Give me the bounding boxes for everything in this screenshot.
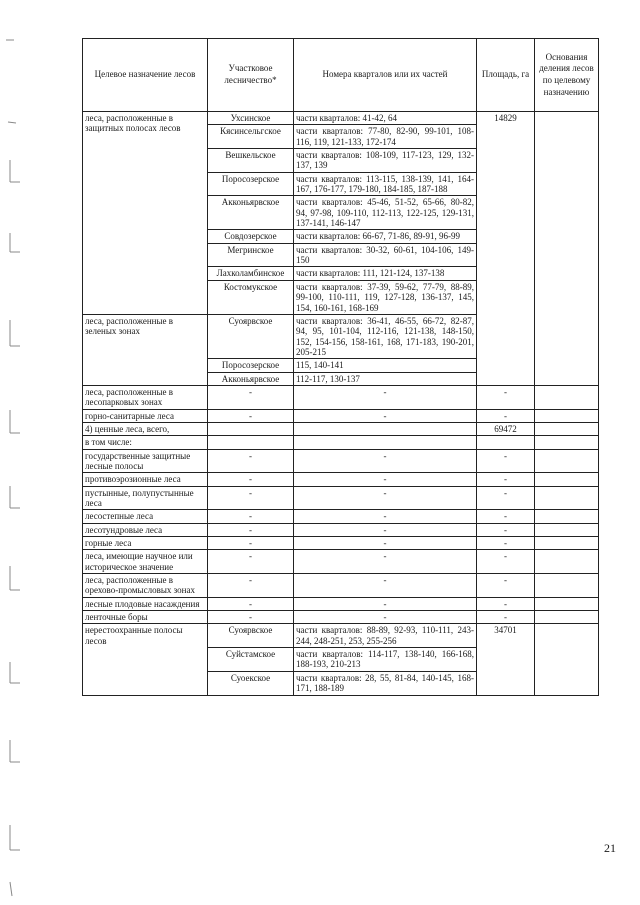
forestry-cell: Акконьярвское: [208, 372, 294, 385]
table-row: [83, 422, 599, 435]
table-row: [83, 112, 599, 125]
purpose-cell: леса, расположенные в зеленых зонах: [83, 314, 208, 385]
dash-cell: -: [477, 550, 535, 574]
quarters-cell: части кварталов: 114-117, 138-140, 166-168, 188-193, 210-213: [294, 648, 477, 672]
basis-cell: [535, 523, 599, 536]
table-row: [83, 574, 599, 598]
forestry-cell: Лахколамбинское: [208, 267, 294, 280]
dash-cell: -: [208, 409, 294, 422]
purpose-cell: 4) ценные леса, всего,: [83, 422, 208, 435]
dash-cell: -: [208, 449, 294, 473]
scan-margin-marks: [0, 0, 30, 905]
forestry-cell: Поросозерское: [208, 172, 294, 196]
table-row: [83, 436, 599, 449]
dash-cell: -: [294, 537, 477, 550]
dash-cell: -: [294, 597, 477, 610]
header-row: [83, 39, 599, 112]
quarters-cell: 112-117, 130-137: [294, 372, 477, 385]
quarters-cell: части кварталов: 37-39, 59-62, 77-79, 88-89, 99-100, 110-111, 119, 127-128, 136-137, 145, 154, 160-161, 168-169: [294, 280, 477, 314]
table-row: [83, 486, 599, 510]
dash-cell: -: [294, 523, 477, 536]
forestry-cell: Суоярвское: [208, 624, 294, 648]
dash-cell: -: [208, 611, 294, 624]
quarters-cell: [294, 422, 477, 435]
basis-cell: [535, 385, 599, 409]
dash-cell: -: [208, 385, 294, 409]
purpose-cell: в том числе:: [83, 436, 208, 449]
basis-cell: [535, 473, 599, 486]
area-cell: 14829: [477, 112, 535, 386]
purpose-cell: государственные защитные лесные полосы: [83, 449, 208, 473]
header-forestry: Участковое лесничество*: [208, 39, 294, 112]
table-row: [83, 537, 599, 550]
dash-cell: -: [477, 597, 535, 610]
basis-cell: [535, 537, 599, 550]
basis-cell: [535, 486, 599, 510]
quarters-cell: части кварталов: 28, 55, 81-84, 140-145, 168-171, 188-189: [294, 671, 477, 695]
dash-cell: -: [477, 523, 535, 536]
table-row: [83, 611, 599, 624]
dash-cell: -: [208, 550, 294, 574]
quarters-cell: части кварталов: 113-115, 138-139, 141, 164-167, 176-177, 179-180, 184-185, 187-188: [294, 172, 477, 196]
dash-cell: -: [477, 486, 535, 510]
quarters-cell: части кварталов: 36-41, 46-55, 66-72, 82-87, 94, 95, 101-104, 112-116, 121-138, 148-150, 152, 154-156, 158-161, 168, 171-183, 190-201, 205-215: [294, 314, 477, 358]
purpose-cell: леса, расположенные в орехово-промысловых зонах: [83, 574, 208, 598]
basis-cell: [535, 510, 599, 523]
basis-cell: [535, 409, 599, 422]
header-basis: Основания деления лесов по целевому назначению: [535, 39, 599, 112]
purpose-cell: нерестоохранные полосы лесов: [83, 624, 208, 695]
basis-cell: [535, 624, 599, 695]
purpose-cell: пустынные, полупустынные леса: [83, 486, 208, 510]
dash-cell: -: [477, 409, 535, 422]
dash-cell: -: [294, 409, 477, 422]
basis-cell: [535, 449, 599, 473]
dash-cell: -: [294, 473, 477, 486]
table-row: [83, 597, 599, 610]
dash-cell: -: [208, 486, 294, 510]
quarters-cell: части кварталов: 88-89, 92-93, 110-111, 243-244, 248-251, 253, 255-256: [294, 624, 477, 648]
table-row: [83, 523, 599, 536]
table-row: [83, 473, 599, 486]
purpose-cell: леса, расположенные в лесопарковых зонах: [83, 385, 208, 409]
forestry-cell: Акконьярвское: [208, 196, 294, 230]
dash-cell: -: [477, 574, 535, 598]
forestry-cell: Совдозерское: [208, 230, 294, 243]
table-row: [83, 385, 599, 409]
quarters-cell: части кварталов: 77-80, 82-90, 99-101, 108-116, 119, 121-133, 172-174: [294, 125, 477, 149]
quarters-cell: части кварталов: 30-32, 60-61, 104-106, 149-150: [294, 243, 477, 267]
purpose-cell: лесотундровые леса: [83, 523, 208, 536]
forestry-cell: Суоекское: [208, 671, 294, 695]
purpose-cell: горные леса: [83, 537, 208, 550]
dash-cell: -: [208, 574, 294, 598]
purpose-cell: противоэрозионные леса: [83, 473, 208, 486]
basis-cell: [535, 597, 599, 610]
dash-cell: -: [477, 510, 535, 523]
quarters-cell: 115, 140-141: [294, 359, 477, 372]
table-row: [83, 624, 599, 648]
table-row: [83, 449, 599, 473]
purpose-cell: леса, имеющие научное или историческое значение: [83, 550, 208, 574]
dash-cell: -: [208, 537, 294, 550]
dash-cell: -: [208, 523, 294, 536]
basis-cell: [535, 550, 599, 574]
quarters-cell: части кварталов: 111, 121-124, 137-138: [294, 267, 477, 280]
dash-cell: -: [294, 574, 477, 598]
dash-cell: -: [477, 473, 535, 486]
quarters-cell: части кварталов: 108-109, 117-123, 129, 132-137, 139: [294, 149, 477, 173]
dash-cell: -: [477, 537, 535, 550]
dash-cell: -: [294, 486, 477, 510]
dash-cell: -: [477, 449, 535, 473]
header-area: Площадь, га: [477, 39, 535, 112]
purpose-cell: лесостепные леса: [83, 510, 208, 523]
dash-cell: -: [294, 510, 477, 523]
dash-cell: -: [294, 449, 477, 473]
table-row: [83, 510, 599, 523]
page-number: 21: [604, 841, 616, 855]
dash-cell: -: [294, 385, 477, 409]
dash-cell: -: [208, 473, 294, 486]
basis-cell: [535, 574, 599, 598]
purpose-cell: леса, расположенные в защитных полосах лесов: [83, 112, 208, 315]
header-quarters: Номера кварталов или их частей: [294, 39, 477, 112]
forestry-cell: Вешкельское: [208, 149, 294, 173]
purpose-cell: ленточные боры: [83, 611, 208, 624]
forestry-cell: Кясинсельгское: [208, 125, 294, 149]
area-cell: 69472: [477, 422, 535, 435]
purpose-cell: лесные плодовые насаждения: [83, 597, 208, 610]
basis-cell: [535, 611, 599, 624]
forestry-cell: Костомукское: [208, 280, 294, 314]
dash-cell: -: [477, 611, 535, 624]
quarters-cell: части кварталов: 41-42, 64: [294, 112, 477, 125]
basis-cell: [535, 422, 599, 435]
area-cell: 34701: [477, 624, 535, 695]
dash-cell: -: [294, 611, 477, 624]
forestry-cell: Суйстамское: [208, 648, 294, 672]
dash-cell: -: [477, 385, 535, 409]
quarters-cell: части кварталов: 45-46, 51-52, 65-66, 80-82, 94, 97-98, 109-110, 112-113, 122-125, 129-131, 137-141, 146-147: [294, 196, 477, 230]
forest-purpose-table: [82, 38, 599, 696]
header-purpose: Целевое назначение лесов: [83, 39, 208, 112]
table-row: [83, 550, 599, 574]
forestry-cell: Ухсинское: [208, 112, 294, 125]
quarters-cell: [294, 436, 477, 449]
basis-cell: [535, 112, 599, 386]
basis-cell: [535, 436, 599, 449]
purpose-cell: горно-санитарные леса: [83, 409, 208, 422]
area-cell: [477, 436, 535, 449]
forestry-cell: [208, 422, 294, 435]
quarters-cell: части кварталов: 66-67, 71-86, 89-91, 96-99: [294, 230, 477, 243]
forestry-cell: Суоярвское: [208, 314, 294, 358]
forestry-cell: Поросозерское: [208, 359, 294, 372]
dash-cell: -: [208, 597, 294, 610]
table-row: [83, 409, 599, 422]
forestry-cell: Мегринское: [208, 243, 294, 267]
dash-cell: -: [294, 550, 477, 574]
forestry-cell: [208, 436, 294, 449]
dash-cell: -: [208, 510, 294, 523]
